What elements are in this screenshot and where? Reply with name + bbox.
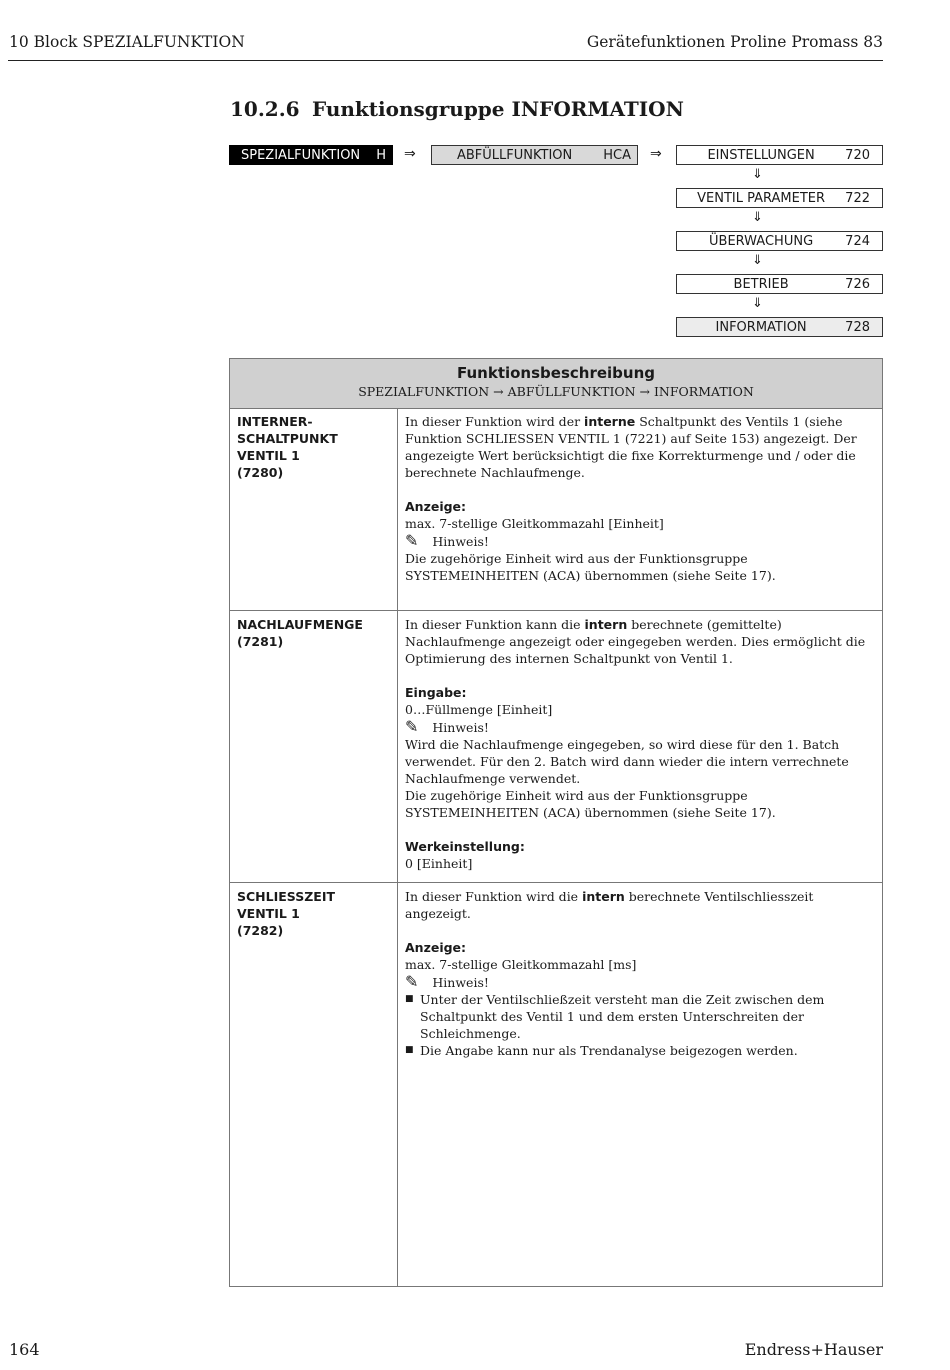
nav-group-label: ABFÜLLFUNKTION xyxy=(457,147,573,163)
function-name-line: (7281) xyxy=(237,634,284,649)
table-title: Funktionsbeschreibung xyxy=(456,364,655,382)
table-row xyxy=(230,611,882,883)
down-arrow-icon: ⇓ xyxy=(752,167,763,182)
nav-item-label: INFORMATION xyxy=(715,319,807,335)
pencil-icon: ✎ xyxy=(405,531,419,550)
function-name-line: NACHLAUFMENGE xyxy=(237,617,363,632)
intro-pre: In dieser Funktion wird die xyxy=(405,889,583,904)
intro-text xyxy=(405,888,876,922)
intro-pre: In dieser Funktion wird der xyxy=(405,414,585,429)
nav-item-information xyxy=(676,317,883,337)
nav-item-betrieb xyxy=(676,274,883,294)
nav-item-code: 728 xyxy=(845,319,870,335)
note-bullet: ■ Unter der Ventilschließzeit versteht man die Zeit zwischen dem Schaltpunkt des Ventil 1 und dem ersten Unterschreiten der Schleichmenge. xyxy=(405,991,876,1042)
function-description xyxy=(405,888,876,1059)
nav-group-box xyxy=(431,145,638,165)
field-label: Anzeige: xyxy=(405,940,467,955)
note-heading xyxy=(405,532,876,550)
nav-item-code: 720 xyxy=(845,147,870,163)
nav-item-label: VENTIL PARAMETER xyxy=(697,190,826,206)
field-value: 0 [Einheit] xyxy=(405,856,473,871)
intro-keyword: intern xyxy=(582,889,625,904)
right-arrow-icon: ⇒ xyxy=(650,146,662,162)
function-name xyxy=(237,888,387,939)
function-name xyxy=(237,413,387,481)
table-row xyxy=(230,883,882,1286)
function-table xyxy=(229,358,883,1287)
header-rule xyxy=(8,60,883,61)
nav-block-label: SPEZIALFUNKTION xyxy=(241,147,361,163)
note-heading xyxy=(405,718,876,736)
note-bullet: ■ Die Angabe kann nur als Trendanalyse beigezogen werden. xyxy=(405,1042,876,1059)
nav-block-code: H xyxy=(376,147,386,163)
intro-post: berechnete Ventilschliesszeit angezeigt. xyxy=(405,889,814,921)
function-name-line: (7282) xyxy=(237,923,284,938)
field-label: Anzeige: xyxy=(405,499,467,514)
function-description xyxy=(405,413,876,584)
function-name-line: VENTIL 1 xyxy=(237,906,300,921)
nav-item-code: 724 xyxy=(845,233,870,249)
function-name-line: INTERNER- xyxy=(237,414,313,429)
intro-post: Schaltpunkt des Ventils 1 (siehe Funktion SCHLIESSEN VENTIL 1 (7221) auf Seite 153) angezeigt. Der angezeigte Wert berücksichtigt die fixe Korrekturmenge und / oder die berechnete Nachlaufmenge. xyxy=(405,414,857,480)
note-text: Die zugehörige Einheit wird aus der Funktionsgruppe SYSTEMEINHEITEN (ACA) übernommen (siehe Seite 17). xyxy=(405,551,776,583)
table-path: SPEZIALFUNKTION → ABFÜLLFUNKTION → INFORMATION xyxy=(358,384,754,399)
intro-pre: In dieser Funktion kann die xyxy=(405,617,585,632)
down-arrow-icon: ⇓ xyxy=(752,296,763,311)
note-text: Wird die Nachlaufmenge eingegeben, so wird diese für den 1. Batch verwendet. Für den 2. Batch wird dann wieder die intern verrechnete Nachlaufmenge verwendet. xyxy=(405,737,849,786)
nav-group-code: HCA xyxy=(603,147,631,163)
function-name-line: VENTIL 1 xyxy=(237,448,300,463)
field-label: Werkeinstellung: xyxy=(405,839,525,854)
nav-item-label: ÜBERWACHUNG xyxy=(709,233,814,249)
section-number: 10.2.6 xyxy=(230,97,300,121)
note-label: Hinweis! xyxy=(432,720,489,735)
function-name-line: (7280) xyxy=(237,465,284,480)
function-name-line: SCHLIESSZEIT xyxy=(237,889,336,904)
down-arrow-icon: ⇓ xyxy=(752,210,763,225)
down-arrow-icon: ⇓ xyxy=(752,253,763,268)
nav-item-label: EINSTELLUNGEN xyxy=(707,147,815,163)
note-label: Hinweis! xyxy=(432,975,489,990)
function-name-line: SCHALTPUNKT xyxy=(237,431,338,446)
field-value: 0…Füllmenge [Einheit] xyxy=(405,702,553,717)
pencil-icon: ✎ xyxy=(405,972,419,991)
function-name xyxy=(237,616,387,650)
note-text: Die zugehörige Einheit wird aus der Funktionsgruppe SYSTEMEINHEITEN (ACA) übernommen (siehe Seite 17). xyxy=(405,788,776,820)
function-description xyxy=(405,616,876,872)
nav-item-code: 726 xyxy=(845,276,870,292)
field-label: Eingabe: xyxy=(405,685,467,700)
nav-block-box xyxy=(229,145,393,165)
table-header xyxy=(230,359,882,409)
nav-item-ventil-parameter xyxy=(676,188,883,208)
nav-item-code: 722 xyxy=(845,190,870,206)
section-heading: Funktionsgruppe INFORMATION xyxy=(312,97,684,121)
intro-post: berechnete (gemittelte) Nachlaufmenge angezeigt oder eingegeben werden. Dies ermöglicht die Optimierung des internen Schaltpunkt von Ventil 1. xyxy=(405,617,866,666)
nav-item-einstellungen xyxy=(676,145,883,165)
section-title xyxy=(230,97,684,121)
field-value: max. 7-stellige Gleitkommazahl [ms] xyxy=(405,957,637,972)
pencil-icon: ✎ xyxy=(405,717,419,736)
nav-item-label: BETRIEB xyxy=(733,276,789,292)
running-header-left: 10 Block SPEZIALFUNKTION xyxy=(9,33,245,51)
intro-text xyxy=(405,616,876,667)
intro-text xyxy=(405,413,876,481)
table-row xyxy=(230,408,882,611)
intro-keyword: interne xyxy=(584,414,636,429)
page-number: 164 xyxy=(9,1340,40,1359)
note-label: Hinweis! xyxy=(432,534,489,549)
nav-item-ueberwachung xyxy=(676,231,883,251)
intro-keyword: intern xyxy=(584,617,628,632)
field-value: max. 7-stellige Gleitkommazahl [Einheit] xyxy=(405,516,664,531)
brand-name: Endress+Hauser xyxy=(744,1340,883,1359)
running-header-right: Gerätefunktionen Proline Promass 83 xyxy=(586,33,883,51)
note-heading xyxy=(405,973,876,991)
right-arrow-icon: ⇒ xyxy=(404,146,416,162)
